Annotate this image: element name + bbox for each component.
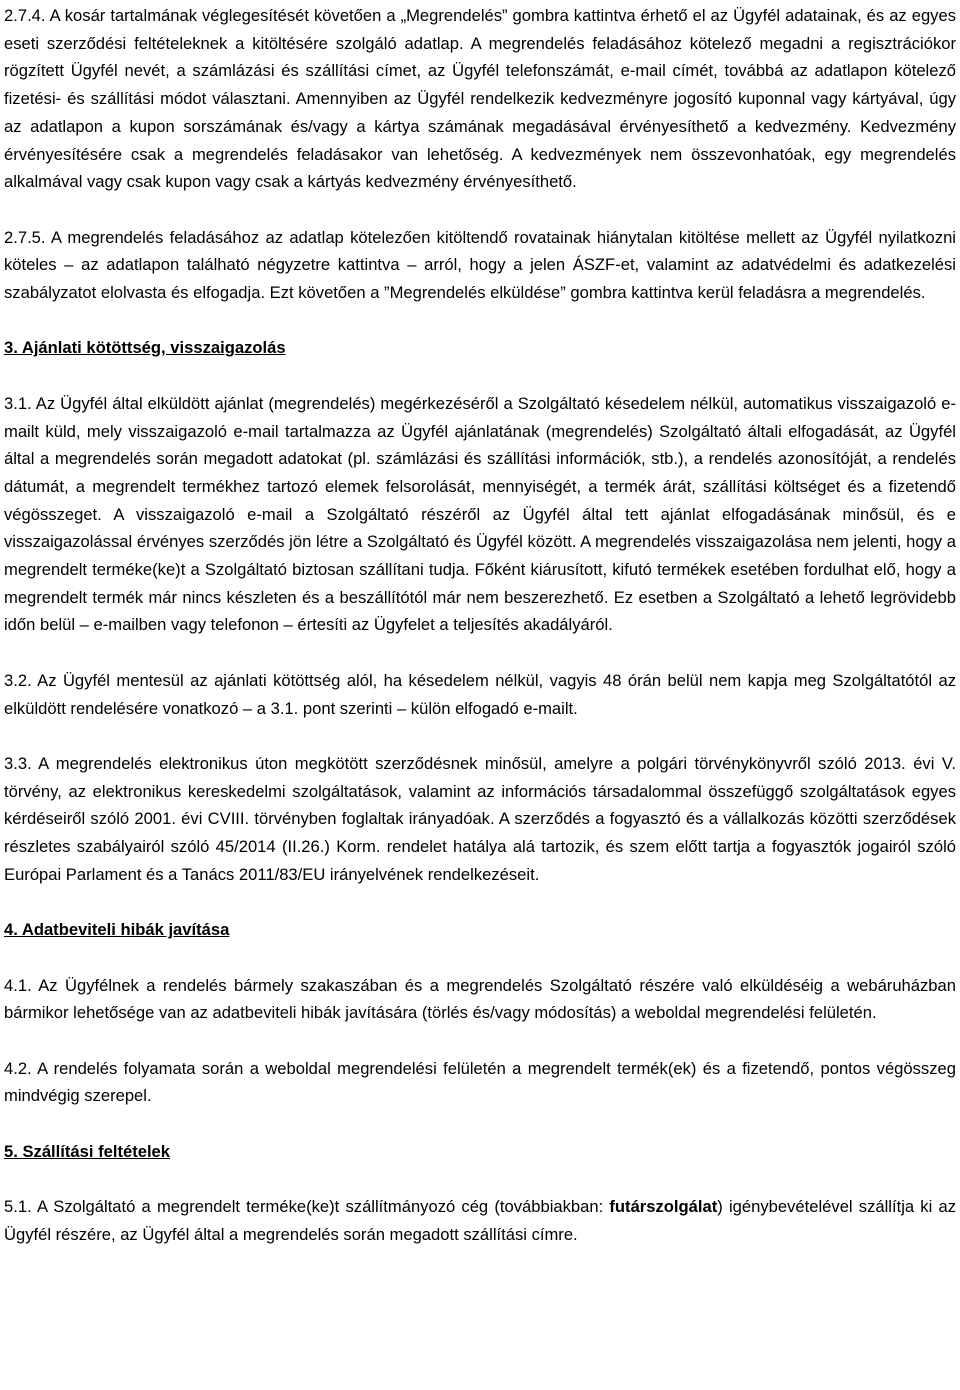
spacer <box>4 196 956 224</box>
paragraph-4-1: 4.1. Az Ügyfélnek a rendelés bármely szakaszában és a megrendelés Szolgáltató részére való elküldéséig a webáruházban bármikor lehetősége van az adatbeviteli hibák javítására (törlés és/vagy módosítás) a weboldal megrendelési felületén. <box>4 975 956 1023</box>
spacer <box>4 1110 956 1138</box>
section-4-heading: 4. Adatbeviteli hibák javítása <box>4 920 230 940</box>
spacer <box>4 888 956 916</box>
spacer <box>4 1027 956 1055</box>
spacer <box>4 639 956 667</box>
courier-service-term: futárszolgálat <box>609 1197 718 1217</box>
paragraph-4-2: 4.2. A rendelés folyamata során a weboldal megrendelési felületén a megrendelt termék(ek) és a fizetendő, pontos végösszeg mindvégig szerepel. <box>4 1058 956 1106</box>
paragraph-5-1-text-end: ) igénybevételével szállítja ki az Ügyfél részére, az Ügyfél által a megrendelés során megadott szállítási címre. <box>4 1197 956 1244</box>
paragraph-3-3: 3.3. A megrendelés elektronikus úton megkötött szerződésnek minősül, amelyre a polgári törvénykönyvről szóló 2013. évi V. törvény, az elektronikus kereskedelmi szolgáltatások, valamint az információs társadalommal összefüggő szolgáltatások egyes kérdéseiről szóló 2001. évi CVIII. törvényben foglaltak irányadóak. A szerződés a fogyasztó és a vállalkozás közötti szerződések részletes szabályairól szóló 45/2014 (II.26.) Korm. rendelet hatálya alá tartozik, és szem előtt tartja a fogyasztók jogairól szóló Európai Parlament és a Tanács 2011/83/EU irányelvének rendelkezéseit. <box>4 753 956 884</box>
paragraph-2-7-4: 2.7.4. A kosár tartalmának véglegesítését követően a „Megrendelés” gombra kattintva érhető el az Ügyfél adatainak, és az egyes eseti szerződési feltételeknek a kitöltésére szolgáló adatlap. A megrendelés feladásához kötelező megadni a regisztrációkor rögzített Ügyfél nevét, a számlázási és szállítási címet, az Ügyfél telefonszámát, e-mail címét, továbbá az adatlapon kötelező fizetési- és szállítási módot választani. Amennyiben az Ügyfél rendelkezik kedvezményre jogosító kuponnal vagy kártyával, úgy az adatlapon a kupon sorszámának és/vagy a kártya számának megadásával érvényesíthető a kedvezmény. Kedvezmény érvényesítésére csak a megrendelés feladásakor van lehetőség. A kedvezmények nem összevonhatóak, egy megrendelés alkalmával vagy csak kupon vagy csak a kártyás kedvezmény érvényesíthető. <box>4 6 956 192</box>
paragraph-3-1: 3.1. Az Ügyfél által elküldött ajánlat (megrendelés) megérkezéséről a Szolgáltató késedelem nélkül, automatikus visszaigazoló e-mailt küld, mely visszaigazoló e-mail tartalmazza az Ügyfél ajánlatának (megrendelés) Szolgáltató általi elfogadását, az Ügyfél által a megrendelés során megadott adatokat (pl. számlázási és szállítási információk, stb.), a rendelés azonosítóját, a rendelés dátumát, a megrendelt termékhez tartozó elemek felsorolását, mennyiségét, a termék árát, szállítási költséget és a fizetendő végösszeget. A visszaigazoló e-mail a Szolgáltató részéről az Ügyfél által tett ajánlat elfogadásának minősül, és e visszaigazolással érvényes szerződés jön létre a Szolgáltató és Ügyfél között. A megrendelés visszaigazolása nem jelenti, hogy a megrendelt terméke(ke)t a Szolgáltató biztosan szállítani tudja. Főként kiárusított, kifutó termékek esetében fordulhat elő, hogy a megrendelt termék már nincs készleten és a beszállítótól már nem beszerezhető. Ez esetben a Szolgáltató a lehető legrövidebb időn belül – e-mailben vagy telefonon – értesíti az Ügyfelet a teljesítés akadályáról. <box>4 393 956 635</box>
section-5-heading: 5. Szállítási feltételek <box>4 1141 171 1161</box>
spacer <box>4 362 956 390</box>
spacer <box>4 1165 956 1193</box>
paragraph-3-2: 3.2. Az Ügyfél mentesül az ajánlati kötöttség alól, ha késedelem nélkül, vagyis 48 órán belül nem kapja meg Szolgáltatótól az elküldött rendelésére vonatkozó – a 3.1. pont szerinti – külön elfogadó e-mailt. <box>4 670 956 718</box>
paragraph-5-1-text-start: 5.1. A Szolgáltató a megrendelt terméke(ke)t szállítmányozó cég (továbbiakban: <box>4 1197 610 1217</box>
spacer <box>4 944 956 972</box>
paragraph-2-7-5: 2.7.5. A megrendelés feladásához az adatlap kötelezően kitöltendő rovatainak hiánytalan kitöltése mellett az Ügyfél nyilatkozni köteles – az adatlapon található négyzetre kattintva – arról, hogy a jelen ÁSZF-et, valamint az adatvédelmi és adatkezelési szabályzatot elolvasta és elfogadja. Ezt követően a ”Megrendelés elküldése” gombra kattintva kerül feladásra a megrendelés. <box>4 227 956 303</box>
section-3-heading: 3. Ajánlati kötöttség, visszaigazolás <box>4 338 286 358</box>
spacer <box>4 307 956 335</box>
paragraph-5-1 <box>4 1193 956 1248</box>
spacer <box>4 722 956 750</box>
